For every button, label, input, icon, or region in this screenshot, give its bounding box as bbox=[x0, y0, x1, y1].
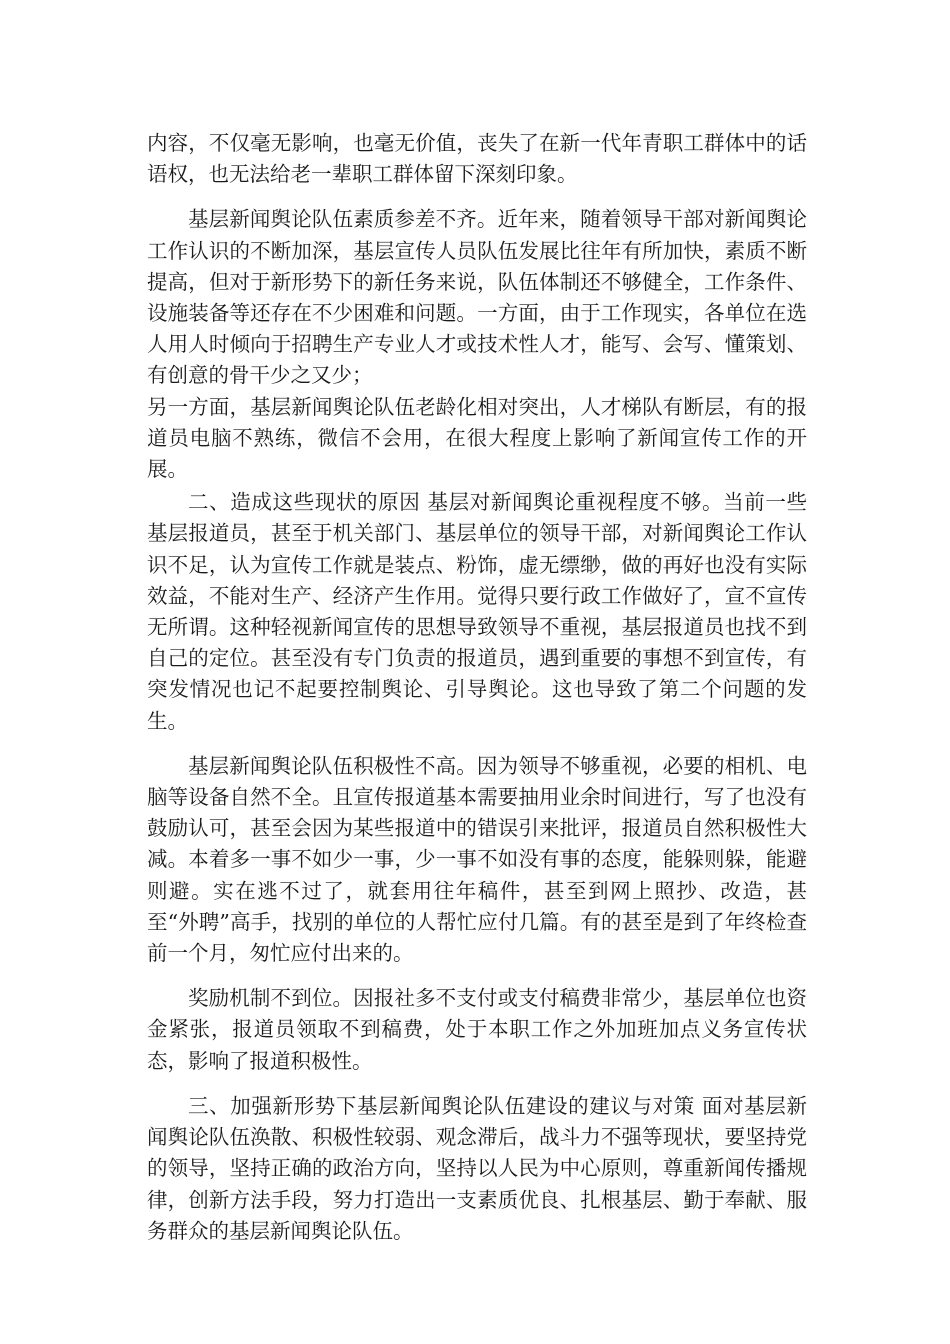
paragraph-reward-mechanism: 奖励机制不到位。因报社多不支付或支付稿费非常少，基层单位也资金紧张，报道员领取不到稿费，处于本职工作之外加班加点义务宣传状态，影响了报道积极性。 bbox=[147, 986, 807, 1073]
paragraph-causes: 二、造成这些现状的原因 基层对新闻舆论重视程度不够。当前一些基层报道员，甚至于机关部门、基层单位的领导干部，对新闻舆论工作认识不足，认为宣传工作就是装点、粉饰，虚无缥缈，做的再好也没有实际效益，不能对生产、经济产生作用。觉得只要行政工作做好了，宣不宣传无所谓。这种轻视新闻宣传的思想导致领导不重视，基层报道员也找不到自己的定位。甚至没有专门负责的报道员，遇到重要的事想不到宣传，有突发情况也记不起要控制舆论、引导舆论。这也导致了第二个问题的发生。 bbox=[147, 490, 807, 733]
paragraph-low-enthusiasm: 基层新闻舆论队伍积极性不高。因为领导不够重视，必要的相机、电脑等设备自然不全。且宣传报道基本需要抽用业余时间进行，写了也没有鼓励认可，甚至会因为某些报道中的错误引来批评，报道员自然积极性大减。本着多一事不如少一事，少一事不如没有事的态度，能躲则躲，能避则避。实在逃不过了，就套用往年稿件，甚至到网上照抄、改造，甚至“外聘”高手，找别的单位的人帮忙应付几篇。有的甚至是到了年终检查前一个月，匆忙应付出来的。 bbox=[147, 753, 807, 966]
paragraph-aging-team: 另一方面，基层新闻舆论队伍老龄化相对突出，人才梯队有断层，有的报道员电脑不熟练，微信不会用，在很大程度上影响了新闻宣传工作的开展。 bbox=[147, 394, 807, 482]
paragraph-team-quality: 基层新闻舆论队伍素质参差不齐。近年来，随着领导干部对新闻舆论工作认识的不断加深，基层宣传人员队伍发展比往年有所加快，素质不断提高，但对于新形势下的新任务来说，队伍体制还不够健全，工作条件、设施装备等还存在不少困难和问题。一方面，由于工作现实，各单位在选人用人时倾向于招聘生产专业人才或技术性人才，能写、会写、懂策划、有创意的骨干少之又少； bbox=[147, 207, 807, 388]
paragraph-continuation: 内容，不仅毫无影响，也毫无价值，丧失了在新一代年青职工群体中的话语权，也无法给老一辈职工群体留下深刻印象。 bbox=[147, 131, 807, 187]
paragraph-suggestions: 三、加强新形势下基层新闻舆论队伍建设的建议与对策 面对基层新闻舆论队伍涣散、积极性较弱、观念滞后，战斗力不强等现状，要坚持党的领导，坚持正确的政治方向，坚持以人民为中心原则，尊重新闻传播规律，创新方法手段，努力打造出一支素质优良、扎根基层、勤于奉献、服务群众的基层新闻舆论队伍。 bbox=[147, 1093, 807, 1243]
document-body bbox=[147, 128, 807, 1247]
